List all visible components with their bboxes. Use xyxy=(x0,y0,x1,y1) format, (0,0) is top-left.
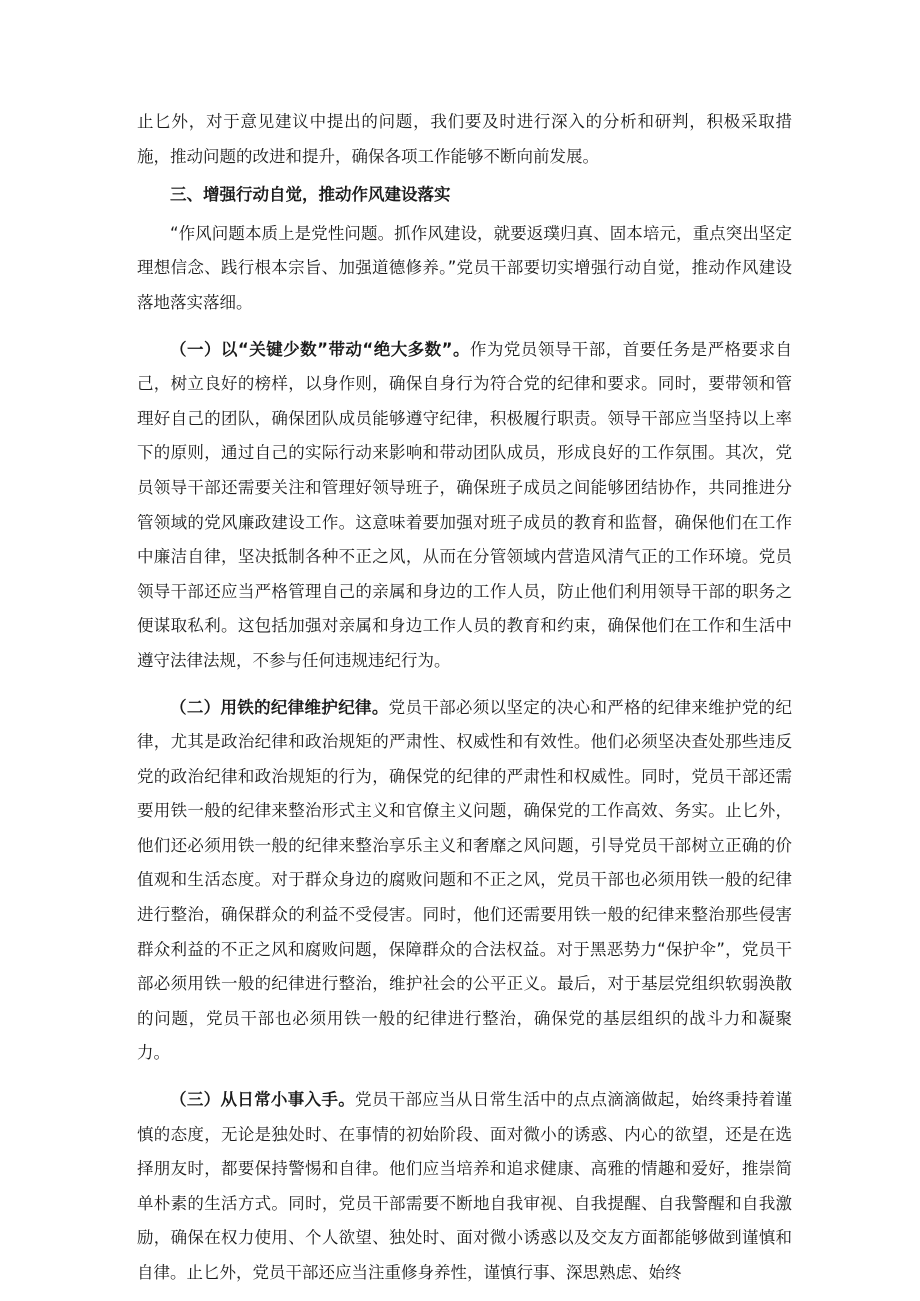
paragraph-text: 止匕外，对于意见建议中提出的问题，我们要及时进行深入的分析和研判，积极采取措施，推动问题的改进和提升，确保各项工作能够不断向前发展。 xyxy=(137,112,792,166)
section-heading xyxy=(137,178,792,213)
paragraph-lead: （二）用铁的纪律维护纪律。 xyxy=(170,697,389,717)
section-heading-text: 三、增强行动自觉，推动作风建设落实 xyxy=(170,185,451,205)
paragraph-continuation xyxy=(137,105,792,174)
paragraph-lead: （三）从日常小事入手。 xyxy=(170,1090,356,1110)
paragraph-text: “作风问题本质上是党性问题。抓作风建设，就要返璞归真、固本培元，重点突出坚定理想信念、践行根本宗旨、加强道德修养。”党员干部要切实增强行动自觉，推动作风建设落地落实落细。 xyxy=(137,223,792,312)
paragraph-quote xyxy=(137,217,792,321)
paragraph-text: 作为党员领导干部，首要任务是严格要求自己，树立良好的榜样，以身作则，确保自身行为符合党的纪律和要求。同时，要带领和管理好自己的团队，确保团队成员能够遵守纪律，积极履行职责。领导干部应当坚持以上率下的原则，通过自己的实际行动来影响和带动团队成员，形成良好的工作氛围。其次，党员领导干部还需要关注和管理好领导班子，确保班子成员之间能够团结协作，共同推进分管领域的党风廉政建设工作。这意味着要加强对班子成员的教育和监督，确保他们在工作中廉洁自律，坚决抵制各种不正之风，从而在分管领域内营造风清气正的工作环境。党员领导干部还应当严格管理自己的亲属和身边的工作人员，防止他们利用领导干部的职务之便谋取私利。这包括加强对亲属和身边工作人员的教育和约束，确保他们在工作和生活中遵守法律法规，不参与任何违规违纪行为。 xyxy=(137,339,792,670)
paragraph-text: 党员干部应当从日常生活中的点点滴滴做起，始终秉持着谨慎的态度，无论是独处时、在事情的初始阶段、面对微小的诱惑、内心的欲望，还是在选择朋友时，都要保持警惕和自律。他们应当培养和追求健康、高雅的情趣和爱好，推崇简单朴素的生活方式。同时，党员干部需要不断地自我审视、自我提醒、自我警醒和自我激励，确保在权力使用、个人欲望、独处时、面对微小诱惑以及交友方面都能够做到谨慎和自律。止匕外，党员干部还应当注重修身养性，谨慎行事、深思熟虑、始终 xyxy=(137,1090,793,1282)
document-body xyxy=(137,105,792,1291)
paragraph-item-1 xyxy=(137,333,792,679)
paragraph-item-2 xyxy=(137,691,792,1072)
paragraph-item-3 xyxy=(137,1083,792,1291)
paragraph-lead: （一）以“关键少数”带动“绝大多数”。 xyxy=(170,339,470,359)
paragraph-text: 党员干部必须以坚定的决心和严格的纪律来维护党的纪律，尤其是政治纪律和政治规矩的严肃性、权威性和有效性。他们必须坚决查处那些违反党的政治纪律和政治规矩的行为，确保党的纪律的严肃性和权威性。同时，党员干部还需要用铁一般的纪律来整治形式主义和官僚主义问题，确保党的工作高效、务实。止匕外，他们还必须用铁一般的纪律来整治享乐主义和奢靡之风问题，引导党员干部树立正确的价值观和生活态度。对于群众身边的腐败问题和不正之风，党员干部也必须用铁一般的纪律进行整治，确保群众的利益不受侵害。同时，他们还需要用铁一般的纪律来整治那些侵害群众利益的不正之风和腐败问题，保障群众的合法权益。对于黑恶势力“保护伞”，党员干部必须用铁一般的纪律进行整治，维护社会的公平正义。最后，对于基层党组织软弱涣散的问题，党员干部也必须用铁一般的纪律进行整治，确保党的基层组织的战斗力和凝聚力。 xyxy=(137,697,793,1063)
